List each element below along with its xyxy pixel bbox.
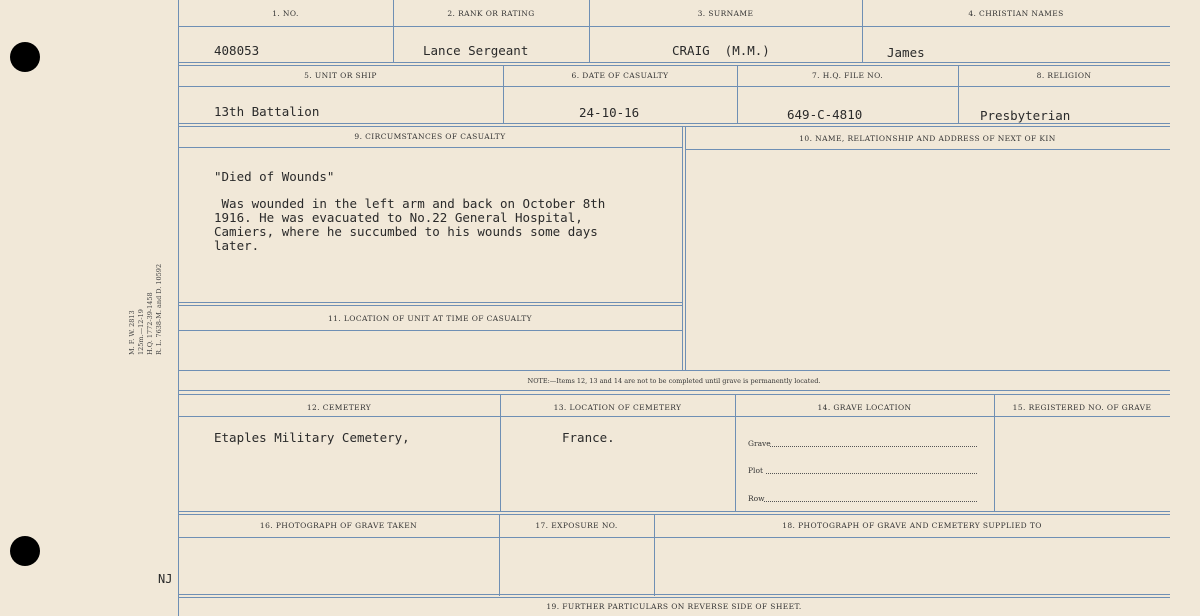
header-grave-location: 14. GRAVE LOCATION [817, 403, 912, 412]
circumstances-line: 1916. He was evacuated to No.22 General Hospital, [214, 210, 583, 225]
margin-mark: NJ [158, 572, 173, 586]
header-location-of-cemetery: 13. LOCATION OF CEMETERY [553, 403, 682, 412]
binder-hole-top [10, 42, 40, 72]
header-cemetery: 12. CEMETERY [306, 403, 372, 412]
value-cemetery: Etaples Military Cemetery, [214, 430, 410, 445]
header-hq-file: 7. H.Q. FILE NO. [811, 71, 884, 80]
value-unit: 13th Battalion [214, 104, 320, 119]
value-no: 408053 [214, 43, 260, 58]
side-print-line: H.Q. 1772-39-1458 [146, 292, 154, 355]
value-religion: Presbyterian [980, 108, 1071, 123]
value-rank: Lance Sergeant [423, 43, 529, 58]
side-print-line: R. L. 7638-M. and D. 10592 [155, 263, 163, 355]
header-circumstances: 9. CIRCUMSTANCES OF CASUALTY [354, 132, 506, 141]
header-date: 6. DATE OF CASUALTY [571, 71, 669, 80]
circumstances-title: "Died of Wounds" [214, 169, 335, 184]
value-surname: CRAIG (M.M.) [672, 43, 770, 58]
header-location-of-unit: 11. LOCATION OF UNIT AT TIME OF CASUALTY [328, 314, 532, 323]
footer-further-particulars: 19. FURTHER PARTICULARS ON REVERSE SIDE OF SHEET. [546, 602, 802, 611]
grave-label: Grave [748, 439, 771, 448]
header-registered-no: 15. REGISTERED NO. OF GRAVE [1012, 403, 1152, 412]
header-photo-taken: 16. PHOTOGRAPH OF GRAVE TAKEN [259, 521, 418, 530]
header-rank: 2. RANK OR RATING [447, 9, 535, 18]
circumstances-line: Camiers, where he succumbed to his wounds some days [214, 224, 598, 239]
side-print-line: 125m.—12-19 [137, 309, 145, 355]
value-hq-file: 649-C-4810 [787, 107, 863, 122]
header-religion: 8. RELIGION [1036, 71, 1092, 80]
header-unit: 5. UNIT OR SHIP [304, 71, 377, 80]
row-label: Row [748, 494, 765, 503]
binder-hole-bottom [10, 536, 40, 566]
side-print [128, 264, 164, 355]
side-print-line: M. F. W. 2813 [128, 310, 136, 355]
value-christian-names: James [887, 45, 925, 60]
circumstances-line: later. [214, 238, 260, 253]
header-next-of-kin: 10. NAME, RELATIONSHIP AND ADDRESS OF NEXT OF KIN [799, 134, 1056, 143]
note-text: NOTE:—Items 12, 13 and 14 are not to be completed until grave is permanently located. [527, 377, 821, 385]
header-no: 1. NO. [272, 9, 299, 18]
plot-label: Plot [748, 466, 763, 475]
value-date: 24-10-16 [579, 105, 640, 120]
header-christian-names: 4. CHRISTIAN NAMES [968, 9, 1064, 18]
value-location-of-cemetery: France. [562, 430, 615, 445]
header-surname: 3. SURNAME [697, 9, 754, 18]
header-exposure-no: 17. EXPOSURE NO. [535, 521, 618, 530]
circumstances-line: Was wounded in the left arm and back on October 8th [214, 196, 606, 211]
header-photo-supplied: 18. PHOTOGRAPH OF GRAVE AND CEMETERY SUPPLIED TO [782, 521, 1042, 530]
